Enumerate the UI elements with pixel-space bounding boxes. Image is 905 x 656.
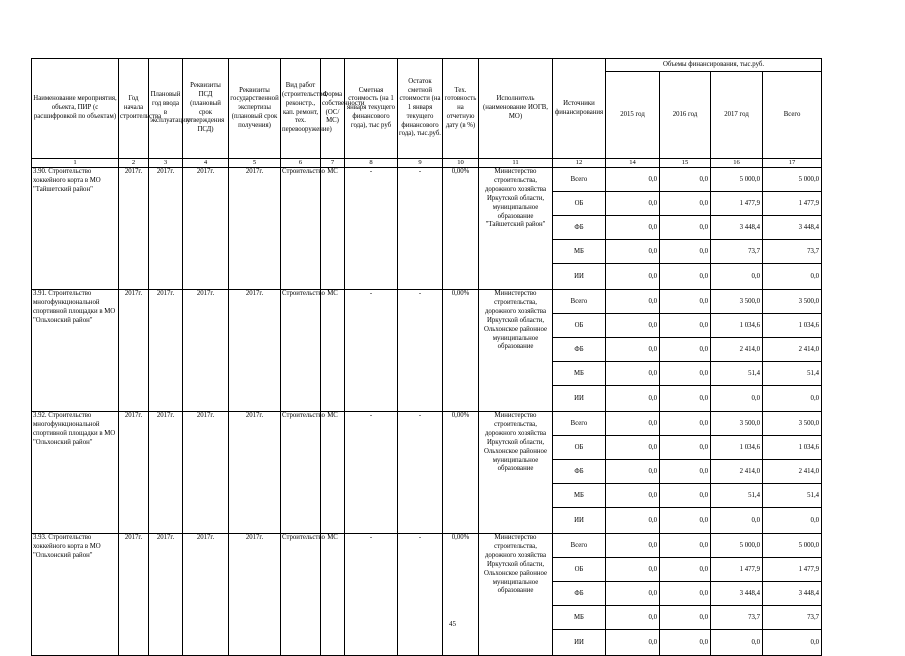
funding-2017: 73,7	[711, 240, 763, 264]
funding-total: 5 000,0	[763, 168, 822, 192]
funding-2017: 2 414,0	[711, 338, 763, 362]
column-number: 15	[660, 159, 711, 168]
funding-total: 3 448,4	[763, 216, 822, 240]
header-total: Всего	[763, 72, 822, 159]
column-number: 14	[606, 159, 660, 168]
funding-2016: 0,0	[660, 508, 711, 534]
funding-source: ОБ	[553, 192, 606, 216]
funding-2015: 0,0	[606, 338, 660, 362]
funding-2016: 0,0	[660, 460, 711, 484]
funding-2016: 0,0	[660, 484, 711, 508]
funding-total: 0,0	[763, 630, 822, 656]
header-funding-group: Объемы финансирования, тыс.руб.	[606, 59, 822, 72]
project-expertise: 2017г.	[229, 168, 281, 290]
project-remainder: -	[398, 290, 443, 412]
project-expertise: 2017г.	[229, 290, 281, 412]
funding-2015: 0,0	[606, 314, 660, 338]
funding-source: ФБ	[553, 216, 606, 240]
project-psd: 2017г.	[183, 534, 229, 656]
column-number: 3	[149, 159, 183, 168]
column-number: 6	[281, 159, 321, 168]
funding-2015: 0,0	[606, 362, 660, 386]
project-remainder: -	[398, 534, 443, 656]
header-sources: Источники финансирования	[553, 59, 606, 159]
funding-source: МБ	[553, 484, 606, 508]
funding-total: 3 500,0	[763, 290, 822, 314]
column-number: 11	[479, 159, 553, 168]
funding-2015: 0,0	[606, 192, 660, 216]
project-work-type: Строительство	[281, 534, 321, 656]
funding-source: ФБ	[553, 582, 606, 606]
project-estimate: -	[345, 168, 398, 290]
header-remainder: Остаток сметной стоимости (на 1 января текущего финансового года), тыс.руб.	[398, 59, 443, 159]
funding-source: Всего	[553, 290, 606, 314]
project-readiness: 0,00%	[443, 290, 479, 412]
project-expertise: 2017г.	[229, 534, 281, 656]
column-number: 12	[553, 159, 606, 168]
funding-source: ИИ	[553, 264, 606, 290]
project-executor: Министерство строительства, дорожного хозяйства Иркутской области, Ольхонское районное муниципальное образование	[479, 290, 553, 412]
project-executor: Министерство строительства, дорожного хозяйства Иркутской области, муниципальное образование "Тайшетский район"	[479, 168, 553, 290]
funding-2016: 0,0	[660, 338, 711, 362]
project-expertise: 2017г.	[229, 412, 281, 534]
project-psd: 2017г.	[183, 290, 229, 412]
project-ownership: МС	[321, 290, 345, 412]
header-2015: 2015 год	[606, 72, 660, 159]
project-estimate: -	[345, 534, 398, 656]
project-psd: 2017г.	[183, 168, 229, 290]
funding-2015: 0,0	[606, 484, 660, 508]
funding-2015: 0,0	[606, 558, 660, 582]
funding-source: Всего	[553, 412, 606, 436]
funding-2016: 0,0	[660, 192, 711, 216]
project-psd: 2017г.	[183, 412, 229, 534]
funding-source: ИИ	[553, 508, 606, 534]
funding-2017: 1 477,9	[711, 558, 763, 582]
project-readiness: 0,00%	[443, 534, 479, 656]
funding-2017: 51,4	[711, 362, 763, 386]
project-work-type: Строительство	[281, 168, 321, 290]
funding-2017: 0,0	[711, 264, 763, 290]
funding-2016: 0,0	[660, 216, 711, 240]
project-start-year: 2017г.	[119, 168, 149, 290]
funding-2017: 0,0	[711, 386, 763, 412]
funding-2015: 0,0	[606, 412, 660, 436]
funding-total: 0,0	[763, 386, 822, 412]
project-plan-year: 2017г.	[149, 290, 183, 412]
column-number: 7	[321, 159, 345, 168]
header-start-year: Год начала строительства	[119, 59, 149, 159]
funding-2017: 1 034,6	[711, 436, 763, 460]
project-estimate: -	[345, 412, 398, 534]
funding-2016: 0,0	[660, 558, 711, 582]
funding-2015: 0,0	[606, 240, 660, 264]
funding-total: 1 477,9	[763, 192, 822, 216]
funding-2015: 0,0	[606, 582, 660, 606]
funding-2016: 0,0	[660, 168, 711, 192]
project-start-year: 2017г.	[119, 534, 149, 656]
funding-2017: 3 448,4	[711, 216, 763, 240]
project-block	[32, 290, 822, 412]
funding-source: ИИ	[553, 386, 606, 412]
funding-source: МБ	[553, 606, 606, 630]
financing-table-sheet	[31, 58, 821, 656]
project-ownership: МС	[321, 412, 345, 534]
header-plan-year: Плановый год ввода в эксплуатацию	[149, 59, 183, 159]
column-number: 5	[229, 159, 281, 168]
project-remainder: -	[398, 168, 443, 290]
project-start-year: 2017г.	[119, 290, 149, 412]
funding-2017: 5 000,0	[711, 168, 763, 192]
project-name: 3.92. Строительство многофункциональной спортивной площадки в МО "Ольхонский район"	[32, 412, 119, 534]
funding-2016: 0,0	[660, 362, 711, 386]
funding-source: Всего	[553, 168, 606, 192]
funding-2016: 0,0	[660, 240, 711, 264]
funding-2016: 0,0	[660, 630, 711, 656]
project-executor: Министерство строительства, дорожного хозяйства Иркутской области, Ольхонское районное муниципальное образование	[479, 534, 553, 656]
project-remainder: -	[398, 412, 443, 534]
funding-2017: 51,4	[711, 484, 763, 508]
funding-2015: 0,0	[606, 168, 660, 192]
funding-2017: 5 000,0	[711, 534, 763, 558]
header-2017: 2017 год	[711, 72, 763, 159]
project-name: 3.91. Строительство многофункциональной спортивной площадки в МО "Ольхонский район"	[32, 290, 119, 412]
project-plan-year: 2017г.	[149, 168, 183, 290]
column-number: 16	[711, 159, 763, 168]
project-readiness: 0,00%	[443, 168, 479, 290]
column-number: 10	[443, 159, 479, 168]
header-ownership: Форма собственности (ОС/МС)	[321, 59, 345, 159]
header-work-type: Вид работ (строительство, реконстр., кап. ремонт, тех. перевооружение)	[281, 59, 321, 159]
funding-2016: 0,0	[660, 290, 711, 314]
header-psd: Реквизиты ПСД (плановый срок утверждения ПСД)	[183, 59, 229, 159]
funding-total: 2 414,0	[763, 460, 822, 484]
funding-2017: 0,0	[711, 508, 763, 534]
project-name: 3.93. Строительство хоккейного корта в МО "Ольхонский район"	[32, 534, 119, 656]
funding-2016: 0,0	[660, 582, 711, 606]
financing-table	[31, 58, 822, 656]
funding-total: 51,4	[763, 362, 822, 386]
funding-2015: 0,0	[606, 534, 660, 558]
funding-source: МБ	[553, 240, 606, 264]
project-readiness: 0,00%	[443, 412, 479, 534]
project-ownership: МС	[321, 168, 345, 290]
funding-2016: 0,0	[660, 386, 711, 412]
funding-total: 1 034,6	[763, 314, 822, 338]
funding-2015: 0,0	[606, 216, 660, 240]
column-number: 1	[32, 159, 119, 168]
funding-total: 2 414,0	[763, 338, 822, 362]
header-readiness: Тех. готовность на отчетную дату (в %)	[443, 59, 479, 159]
funding-total: 1 034,6	[763, 436, 822, 460]
column-number: 17	[763, 159, 822, 168]
funding-2016: 0,0	[660, 264, 711, 290]
funding-source: ОБ	[553, 314, 606, 338]
project-block	[32, 412, 822, 534]
project-plan-year: 2017г.	[149, 534, 183, 656]
funding-total: 3 500,0	[763, 412, 822, 436]
funding-source: ИИ	[553, 630, 606, 656]
funding-2017: 1 477,9	[711, 192, 763, 216]
project-block	[32, 168, 822, 290]
funding-2017: 73,7	[711, 606, 763, 630]
funding-2017: 2 414,0	[711, 460, 763, 484]
funding-2015: 0,0	[606, 290, 660, 314]
funding-2017: 3 448,4	[711, 582, 763, 606]
funding-source: Всего	[553, 534, 606, 558]
project-start-year: 2017г.	[119, 412, 149, 534]
funding-total: 73,7	[763, 606, 822, 630]
project-name: 3.90. Строительство хоккейного корта в МО "Тайшетский район"	[32, 168, 119, 290]
header-2016: 2016 год	[660, 72, 711, 159]
project-plan-year: 2017г.	[149, 412, 183, 534]
funding-2017: 3 500,0	[711, 290, 763, 314]
funding-total: 3 448,4	[763, 582, 822, 606]
page-number: 45	[449, 620, 456, 628]
column-number: 2	[119, 159, 149, 168]
header-estimate: Сметная стоимость (на 1 января текущего финансового года), тыс руб	[345, 59, 398, 159]
funding-2015: 0,0	[606, 508, 660, 534]
project-executor: Министерство строительства, дорожного хозяйства Иркутской области, Ольхонское районное муниципальное образование	[479, 412, 553, 534]
funding-2015: 0,0	[606, 436, 660, 460]
funding-2016: 0,0	[660, 412, 711, 436]
header-expertise: Реквизиты государственной экспертизы (плановый срок получения)	[229, 59, 281, 159]
funding-total: 73,7	[763, 240, 822, 264]
funding-total: 5 000,0	[763, 534, 822, 558]
funding-2017: 1 034,6	[711, 314, 763, 338]
funding-2015: 0,0	[606, 386, 660, 412]
funding-2015: 0,0	[606, 460, 660, 484]
column-number: 4	[183, 159, 229, 168]
funding-2017: 0,0	[711, 630, 763, 656]
funding-total: 0,0	[763, 508, 822, 534]
funding-source: ОБ	[553, 436, 606, 460]
funding-source: ФБ	[553, 460, 606, 484]
project-work-type: Строительство	[281, 290, 321, 412]
funding-source: ФБ	[553, 338, 606, 362]
funding-2017: 3 500,0	[711, 412, 763, 436]
project-ownership: МС	[321, 534, 345, 656]
funding-2015: 0,0	[606, 264, 660, 290]
header-name: Наименование мероприятия, объекта, ПИР (с расшифровкой по объектам)	[32, 59, 119, 159]
funding-2016: 0,0	[660, 606, 711, 630]
funding-total: 51,4	[763, 484, 822, 508]
project-work-type: Строительство	[281, 412, 321, 534]
column-number: 9	[398, 159, 443, 168]
funding-source: МБ	[553, 362, 606, 386]
funding-total: 1 477,9	[763, 558, 822, 582]
funding-2015: 0,0	[606, 630, 660, 656]
funding-2016: 0,0	[660, 534, 711, 558]
header-executor: Исполнитель (наименование ИОГВ, МО)	[479, 59, 553, 159]
funding-2016: 0,0	[660, 436, 711, 460]
column-number: 8	[345, 159, 398, 168]
project-estimate: -	[345, 290, 398, 412]
project-block	[32, 534, 822, 656]
funding-total: 0,0	[763, 264, 822, 290]
funding-source: ОБ	[553, 558, 606, 582]
funding-2015: 0,0	[606, 606, 660, 630]
funding-2016: 0,0	[660, 314, 711, 338]
